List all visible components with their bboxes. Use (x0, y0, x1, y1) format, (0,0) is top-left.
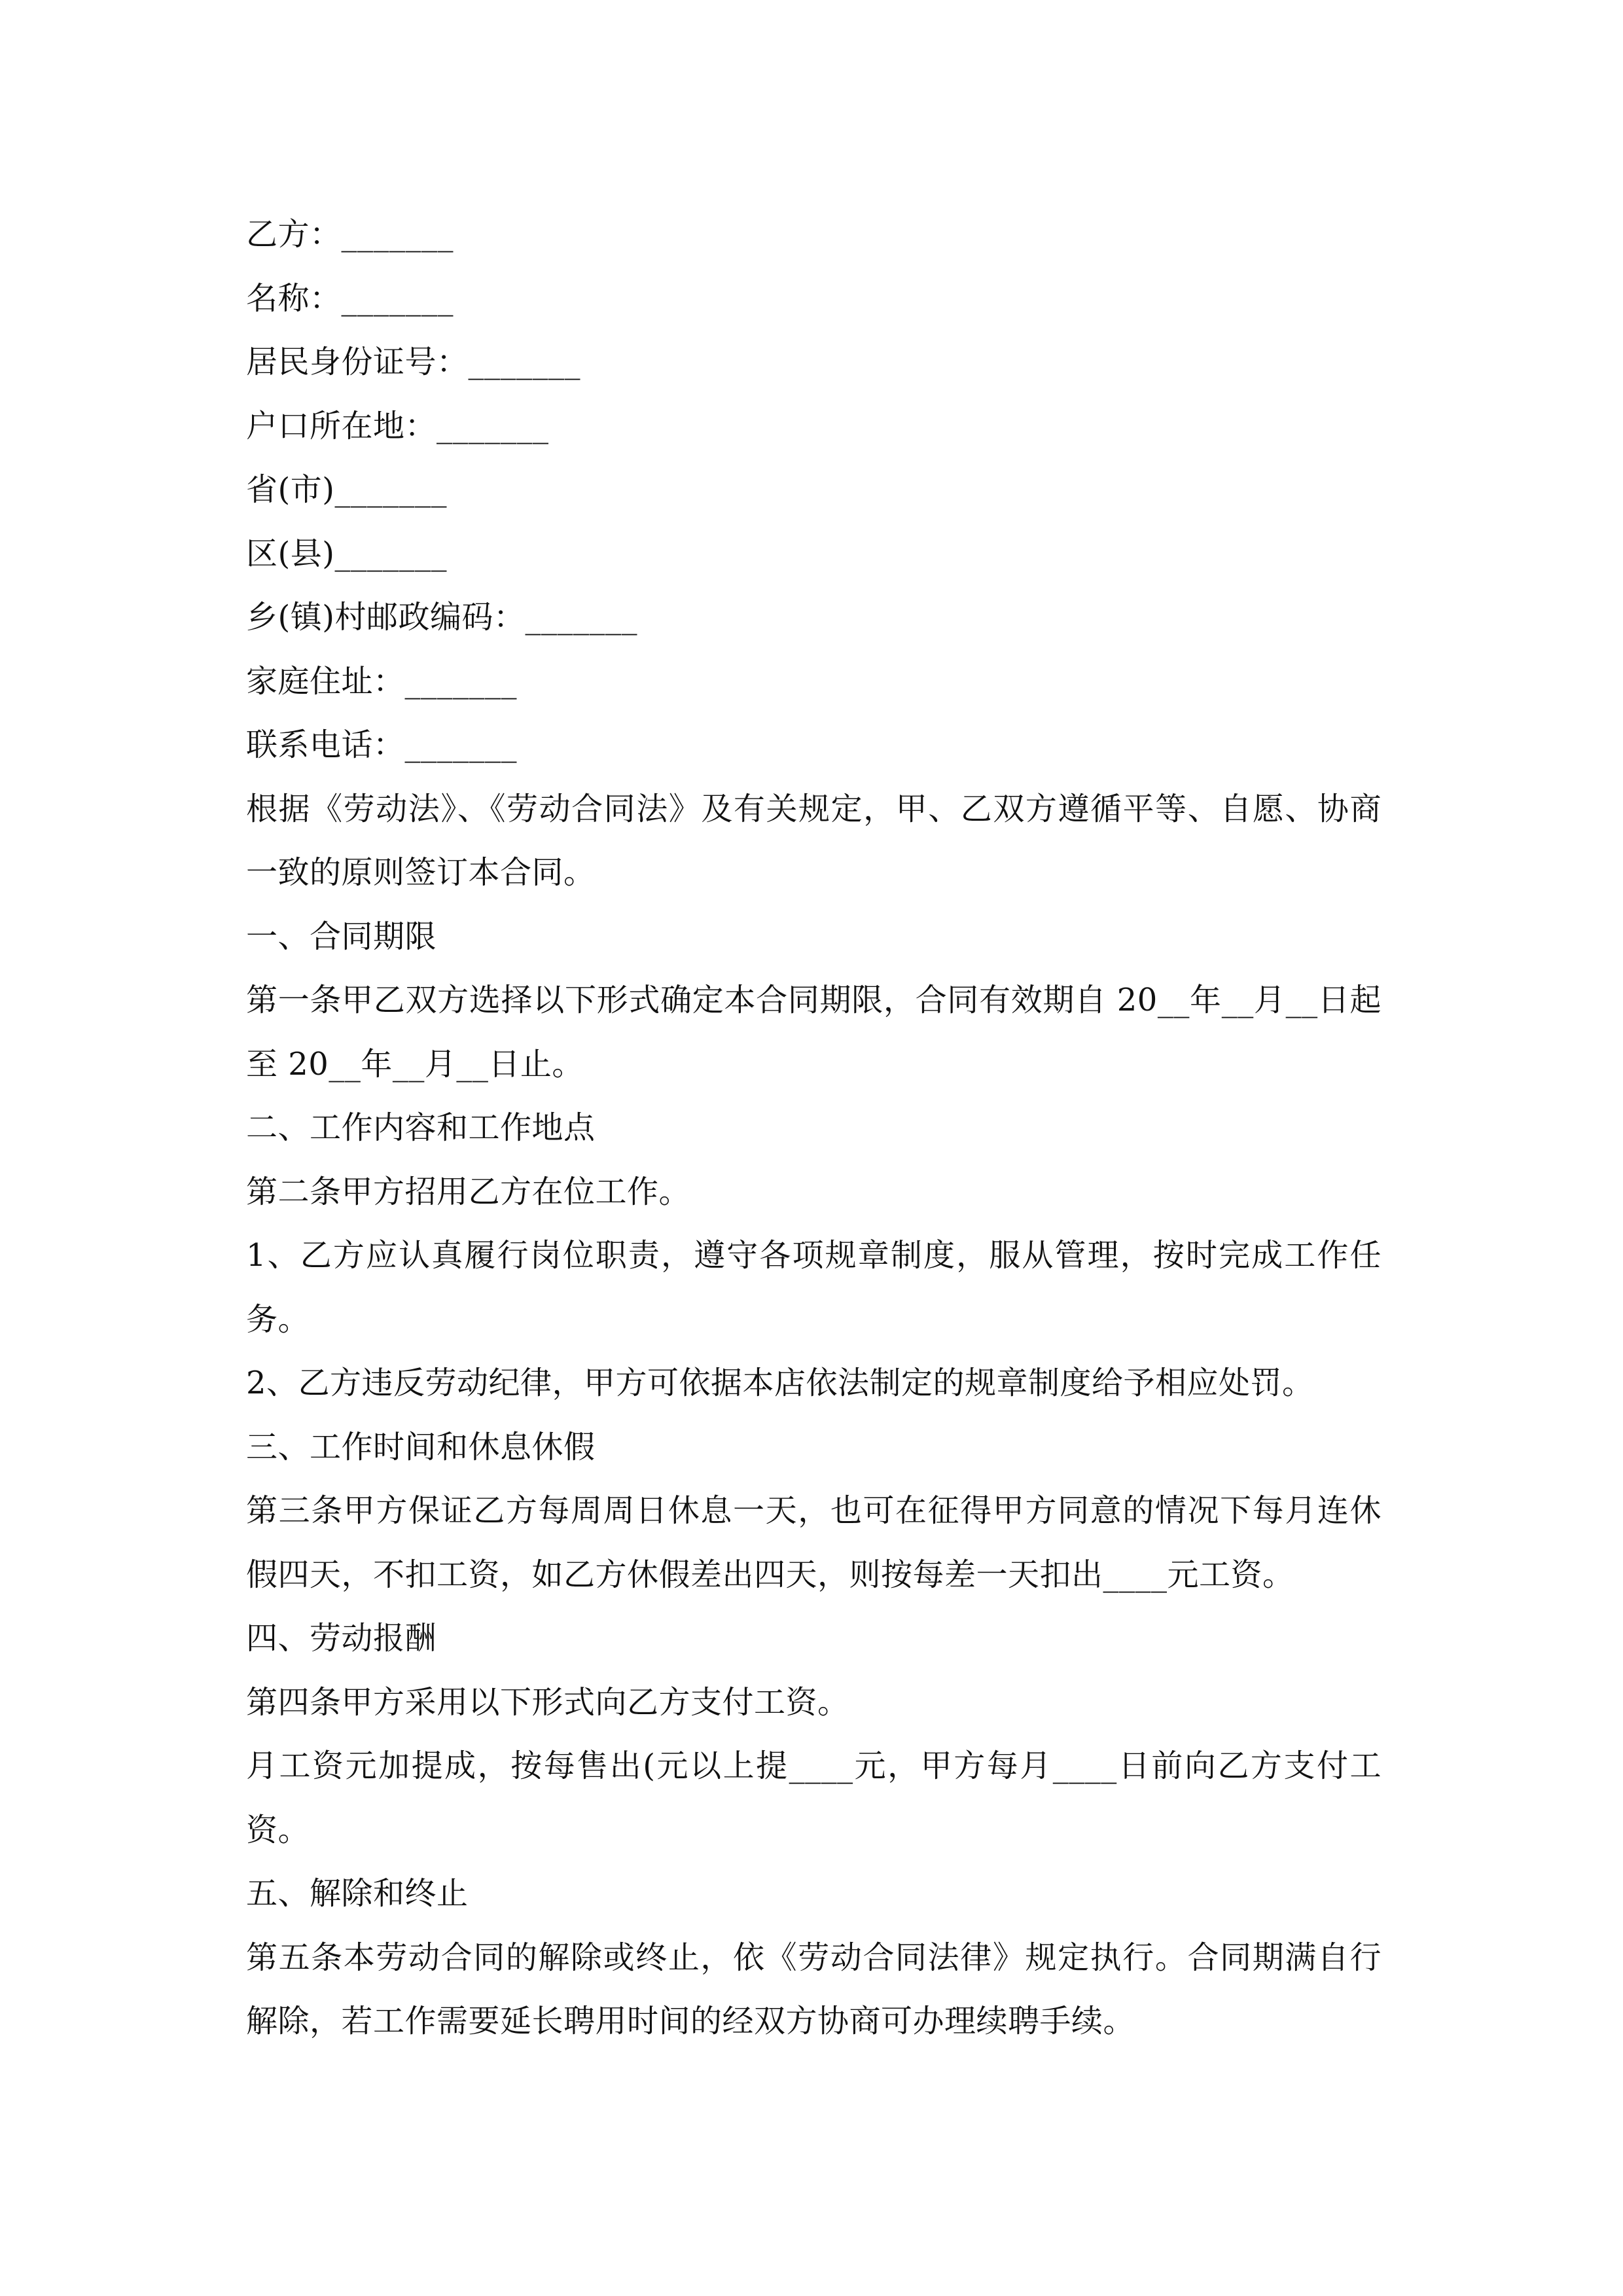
article-2-clause-1: 1、乙方应认真履行岗位职责，遵守各项规章制度，服从管理，按时完成工作任务。 (246, 1237, 1382, 1338)
section-heading-hours: 三、工作时间和休息休假 (246, 1428, 596, 1465)
name-field: 名称：_______ (246, 279, 454, 317)
province-field: 省(市)_______ (246, 471, 447, 508)
district-field: 区(县)_______ (246, 535, 447, 572)
party-b-label: 乙方：_______ (246, 216, 454, 253)
article-4-clause: 月工资元加提成，按每售出(元以上提____元，甲方每月____日前向乙方支付工资。 (246, 1748, 1382, 1848)
article-1: 第一条甲乙双方选择以下形式确定本合同期限，合同有效期自 20__年__月__日起至 20__年__月__日止。 (246, 982, 1382, 1083)
id-number-field: 居民身份证号：_______ (246, 344, 581, 380)
town-postcode-field: 乡(镇)村邮政编码：_______ (246, 599, 637, 636)
section-heading-work: 二、工作内容和工作地点 (246, 1109, 596, 1146)
section-heading-pay: 四、劳动报酬 (246, 1620, 437, 1657)
home-address-field: 家庭住址：_______ (246, 662, 518, 700)
article-3: 第三条甲方保证乙方每周周日休息一天，也可在征得甲方同意的情况下每月连休假四天，不扣工资，如乙方休假差出四天，则按每差一天扣出____元工资。 (246, 1492, 1382, 1593)
article-2: 第二条甲方招用乙方在位工作。 (246, 1173, 691, 1210)
article-2-clause-2: 2、乙方违反劳动纪律，甲方可依据本店依法制定的规章制度给予相应处罚。 (246, 1365, 1314, 1401)
article-5: 第五条本劳动合同的解除或终止，依《劳动合同法律》规定执行。合同期满自行解除，若工作需要延长聘用时间的经双方协商可办理续聘手续。 (246, 1939, 1382, 2039)
intro-paragraph: 根据《劳动法》、《劳动合同法》及有关规定，甲、乙双方遵循平等、自愿、协商一致的原则签订本合同。 (246, 790, 1382, 891)
phone-field: 联系电话：_______ (246, 726, 518, 763)
article-4: 第四条甲方采用以下形式向乙方支付工资。 (246, 1683, 849, 1721)
section-heading-term: 一、合同期限 (246, 918, 437, 955)
household-registration-field: 户口所在地：_______ (246, 407, 549, 444)
contract-body (246, 203, 1382, 2054)
section-heading-termination: 五、解除和终止 (246, 1875, 469, 1912)
